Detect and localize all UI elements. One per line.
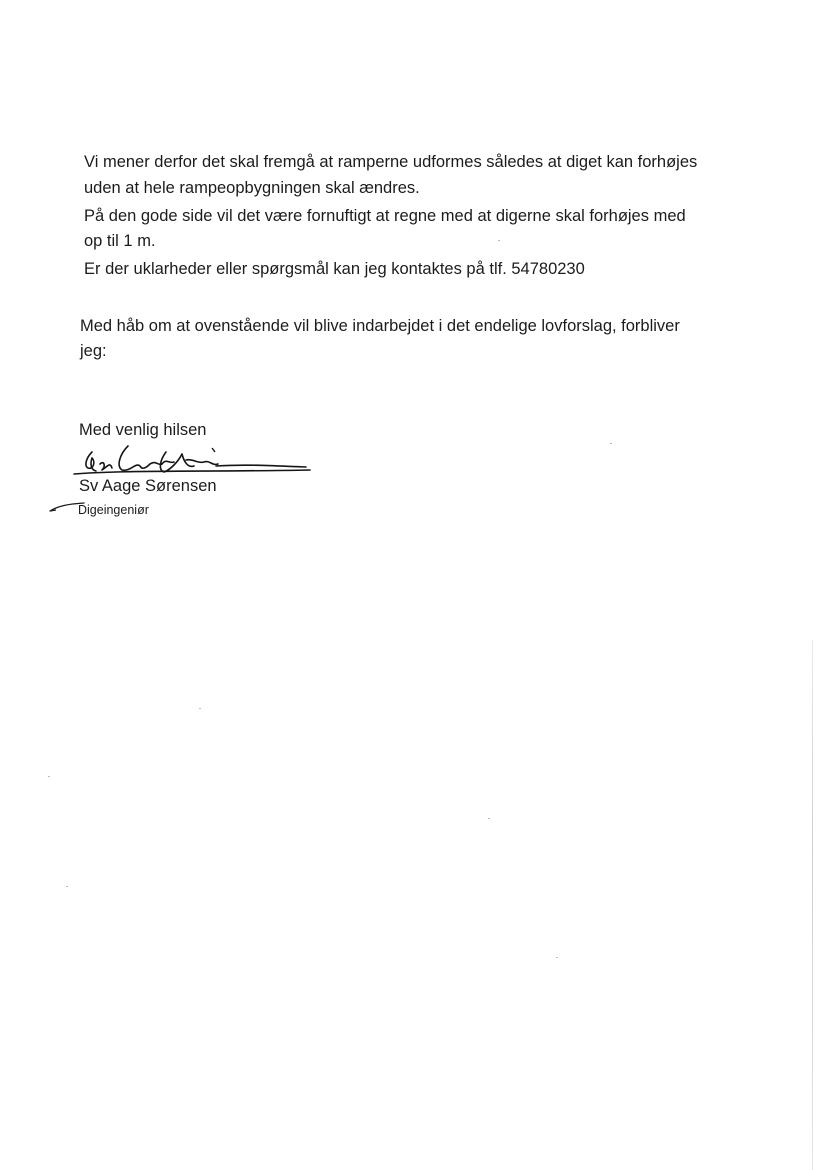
body-line-7: jeg:	[80, 342, 107, 360]
signer-title: Digeingeniør	[78, 503, 149, 517]
scan-speck	[48, 776, 50, 777]
signer-name: Sv Aage Sørensen	[79, 477, 217, 495]
body-line-5: Er der uklarheder eller spørgsmål kan jeg kontaktes på tlf. 54780230	[84, 260, 585, 278]
body-line-1: Vi mener derfor det skal fremgå at ramperne udformes således at diget kan forhøjes	[84, 153, 698, 171]
body-line-6: Med håb om at ovenstående vil blive indarbejdet i det endelige lovforslag, forbliver	[80, 317, 680, 335]
scan-speck	[498, 240, 500, 241]
body-line-2: uden at hele rampeopbygningen skal ændres.	[84, 179, 420, 197]
scan-speck	[556, 957, 558, 958]
scan-speck	[66, 886, 68, 887]
scan-edge-line	[812, 640, 813, 1170]
body-line-4: op til 1 m.	[84, 232, 156, 250]
body-line-3: På den gode side vil det være fornuftigt at regne med at digerne skal forhøjes med	[84, 207, 686, 225]
scan-speck	[610, 443, 612, 444]
scan-speck	[488, 818, 490, 819]
closing-greeting: Med venlig hilsen	[79, 421, 207, 439]
scan-speck	[199, 708, 201, 709]
